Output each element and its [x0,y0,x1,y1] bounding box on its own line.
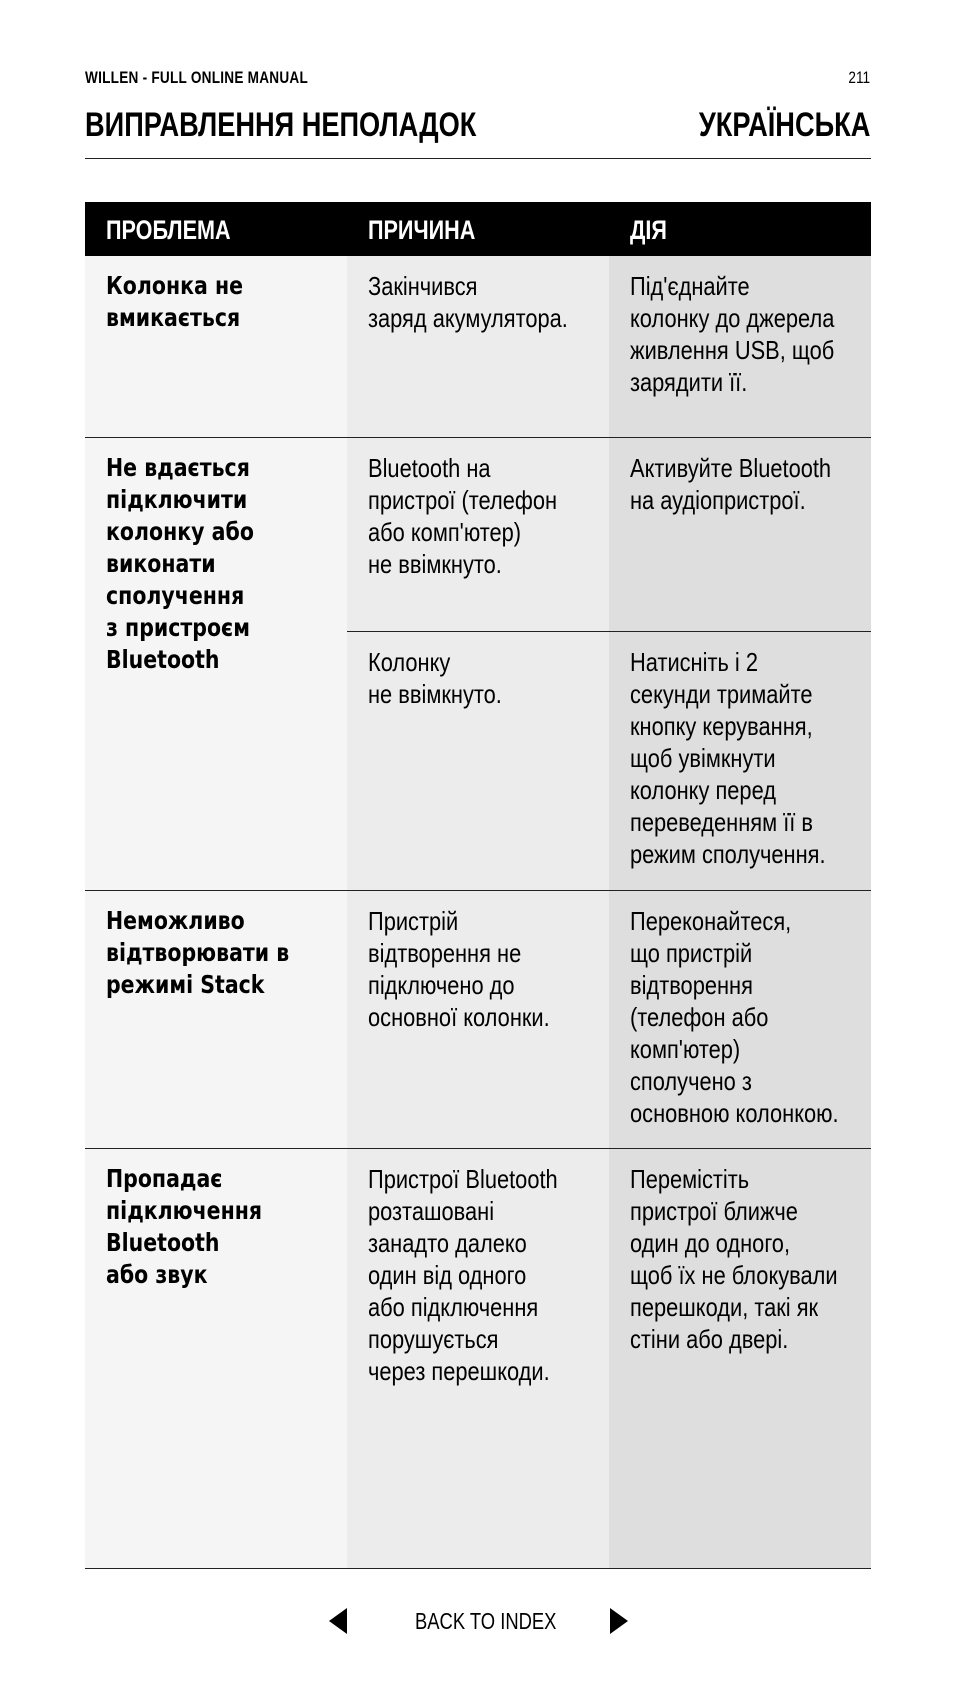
manual-title: WILLEN - FULL ONLINE MANUAL [85,68,309,87]
column-header-cause: ПРИЧИНА [368,215,476,245]
action-cell: Під'єднайте колонку до джерела живлення USB, щоб зарядити її. [609,256,871,437]
cause-cell: Закінчився заряд акумулятора. [347,256,609,437]
cause-action-pair [347,631,871,890]
action-cell: Натисніть і 2 секунди тримайте кнопку керування, щоб увімкнути колонку перед переведенням її в режим сполучення. [609,632,871,890]
table-row [85,256,871,438]
cause-action-pair [347,891,871,1148]
page-title: ВИПРАВЛЕННЯ НЕПОЛАДОК [85,106,477,144]
table-row [85,438,871,891]
cause-cell: Bluetooth на пристрої (телефон або комп'ютер) не ввімкнуто. [347,438,609,631]
cause-action-pair [347,1149,871,1568]
language-label: УКРАЇНСЬКА [698,106,870,144]
triangle-left-icon[interactable] [329,1608,347,1634]
table-header [85,202,871,256]
problem-cell: Колонка не вмикається [85,256,347,437]
action-cell: Активуйте Bluetooth на аудіопристрої. [609,438,871,631]
problem-cell: Пропадає підключення Bluetooth або звук [85,1149,347,1568]
troubleshooting-table [85,202,871,1569]
table-row [85,891,871,1149]
page-navigation [0,1602,954,1642]
cause-cell: Колонку не ввімкнуто. [347,632,609,890]
action-cell: Перемістіть пристрої ближче один до одного, щоб їх не блокували перешкоди, такі як стіни або двері. [609,1149,871,1568]
triangle-right-icon[interactable] [610,1608,628,1634]
table-row [85,1149,871,1569]
cause-action-pair [347,256,871,437]
back-to-index-link[interactable]: BACK TO INDEX [415,1608,557,1634]
problem-cell: Неможливо відтворювати в режимі Stack [85,891,347,1148]
cause-action-pair [347,438,871,631]
page-number: 211 [848,68,870,87]
problem-cell: Не вдається підключити колонку або виконати сполучення з пристроєм Bluetooth [85,438,347,890]
cause-cell: Пристрій відтворення не підключено до основної колонки. [347,891,609,1148]
column-header-problem: ПРОБЛЕМА [106,215,231,245]
header-divider [85,158,871,159]
action-cell: Переконайтеся, що пристрій відтворення (телефон або комп'ютер) сполучено з основною колонкою. [609,891,871,1148]
cause-cell: Пристрої Bluetooth розташовані занадто далеко один від одного або підключення порушується через перешкоди. [347,1149,609,1568]
column-header-action: ДІЯ [630,215,667,245]
